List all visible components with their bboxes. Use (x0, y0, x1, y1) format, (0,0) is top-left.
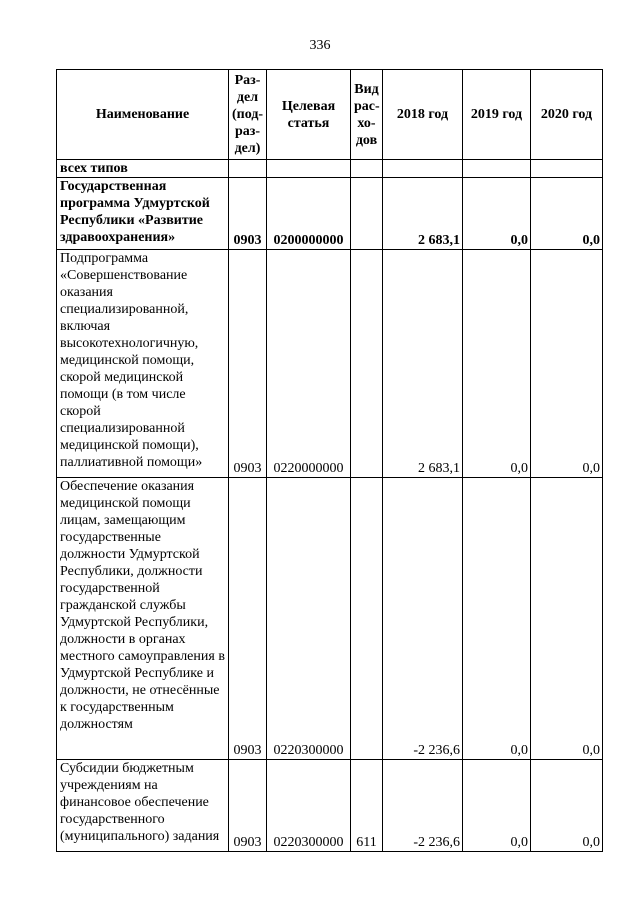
row-section: 0903 (229, 250, 267, 478)
header-target: Целевая статья (267, 70, 351, 160)
page-number: 336 (309, 38, 331, 53)
table-row (57, 250, 603, 478)
row-target: 0220300000 (267, 478, 351, 760)
row-target: 0220000000 (267, 250, 351, 478)
continuation-row (57, 160, 603, 178)
empty-cell (463, 160, 531, 178)
row-section: 0903 (229, 478, 267, 760)
row-name: Обеспечение оказания медицинской помощи лицам, замещающим государственные должности Удмуртской Республики, должности государственной гражданской службы Удмуртской Республики, должности в органах местного самоуправления в Удмуртской Республике и должности, не отнесённые к государственным должностям (57, 478, 229, 760)
row-section: 0903 (229, 760, 267, 852)
empty-cell (383, 160, 463, 178)
table-row (57, 478, 603, 760)
row-2019: 0,0 (463, 478, 531, 760)
header-2019: 2019 год (463, 70, 531, 160)
table-header-row (57, 70, 603, 160)
row-2018: 2 683,1 (383, 250, 463, 478)
empty-cell (267, 160, 351, 178)
row-type (351, 478, 383, 760)
header-section: Раз-дел (под-раз-дел) (229, 70, 267, 160)
row-name: Подпрограмма «Совершенствование оказания специализированной, включая высокотехнологичную, медицинской помощи, скорой медицинской помощи (в том числе скорой специализированной медицинской помощи), паллиативной помощи» (57, 250, 229, 478)
table-row (57, 760, 603, 852)
row-2020: 0,0 (531, 178, 603, 250)
row-2020: 0,0 (531, 760, 603, 852)
row-2020: 0,0 (531, 478, 603, 760)
empty-cell (351, 160, 383, 178)
row-2019: 0,0 (463, 760, 531, 852)
header-2020: 2020 год (531, 70, 603, 160)
empty-cell (531, 160, 603, 178)
row-2018: -2 236,6 (383, 760, 463, 852)
header-2018: 2018 год (383, 70, 463, 160)
budget-table (56, 69, 603, 852)
row-section: 0903 (229, 178, 267, 250)
row-2018: 2 683,1 (383, 178, 463, 250)
empty-cell (229, 160, 267, 178)
row-target: 0220300000 (267, 760, 351, 852)
row-2019: 0,0 (463, 178, 531, 250)
row-type (351, 250, 383, 478)
row-2018: -2 236,6 (383, 478, 463, 760)
row-type (351, 178, 383, 250)
row-target: 0200000000 (267, 178, 351, 250)
header-type: Вид рас-хо-дов (351, 70, 383, 160)
continuation-name: всех типов (57, 160, 229, 178)
header-name: Наименование (57, 70, 229, 160)
row-2019: 0,0 (463, 250, 531, 478)
row-name: Субсидии бюджетным учреждениям на финансовое обеспечение государственного (муниципального) задания (57, 760, 229, 852)
table-row (57, 178, 603, 250)
row-type: 611 (351, 760, 383, 852)
row-2020: 0,0 (531, 250, 603, 478)
row-name: Государственная программа Удмуртской Республики «Развитие здравоохранения» (57, 178, 229, 250)
